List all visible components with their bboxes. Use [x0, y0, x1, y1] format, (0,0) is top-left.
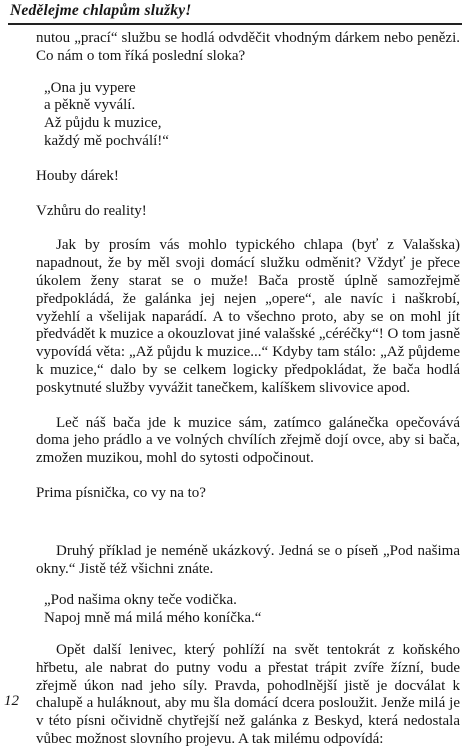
body-text [36, 30, 460, 749]
verse-2-line: „Pod našima okny teče vodička. [44, 592, 237, 609]
verse-1-line: a pěkně vyválí. [44, 97, 136, 114]
paragraph-5: Leč náš bača jde k muzice sám, zatímco galánečka opečovává doma jeho prádlo a ve volných chvílích zřejmě dojí ovce, aby si bača, zmožen muzikou, mohl do sytosti odpočinout. [36, 414, 460, 467]
verse-1 [36, 80, 460, 151]
verse-1-line: „Ona ju vypere [44, 79, 136, 96]
paragraph-7: Druhý příklad je neméně ukázkový. Jedná se o píseň „Pod našima okny.“ Jistě též všichni znáte. [36, 542, 460, 577]
page-number: 12 [4, 693, 19, 709]
verse-2 [36, 592, 460, 628]
header-rule [8, 23, 462, 25]
verse-1-line: Až půjdu k muzice, [44, 115, 162, 132]
running-header: Nedělejme chlapům služky! [10, 2, 192, 19]
paragraph-1: nutou „prací“ službu se hodlá odvděčit vhodným dárkem nebo penězi. Co nám o tom říká poslední sloka? [36, 30, 460, 64]
paragraph-4: Jak by prosím vás mohlo typického chlapa (byť z Valašska) napadnout, že by měl svoji domácí služku odměnit? Vždyť je přece úkolem ženy starat se o muže! Bača prostě úplně samozřejmě předpokládá, že galánka jej nejen „opere“, ale navíc i naškrobí, vyžehlí a všelijak naparádí. A to všechno proto, aby se on mohl jít předvádět k muzice a okouzlovat jiné valašské „céréčky“! O tom jasně vypovídá věta: „Až půjdu k muzice...“ Kdyby tam stálo: „Až půjdeme k muzice,“ dalo by se celkem logicky předpokládat, že bača hodlá poskytnuté služby vyvážit tanečkem, kalíškem slivovice apod. [36, 237, 460, 396]
paragraph-2: Houby dárek! [36, 167, 119, 184]
paragraph-8: Opět další lenivec, který pohlíží na svět tentokrát z koňského hřbetu, ale nabrat do putny vodu a přestat trápit zvíře žízní, bude zřejmě úkon nad jeho síly. Pravda, pohodlnější jistě je docválat k chalupě a huláknout, aby mu šla domácí dcera posloužit. Jenže milá je v této písni očividně chytřejší než galánka z Beskyd, která nedostala vůbec možnost slovního projevu. A tak milému odpovídá: [36, 641, 460, 747]
verse-2-line: Napoj mně má milá mého koníčka.“ [44, 610, 262, 627]
paragraph-3: Vzhůru do reality! [36, 202, 147, 219]
paragraph-6: Prima písnička, co vy na to? [36, 484, 206, 501]
verse-1-line: každý mě pochválí!“ [44, 132, 169, 149]
